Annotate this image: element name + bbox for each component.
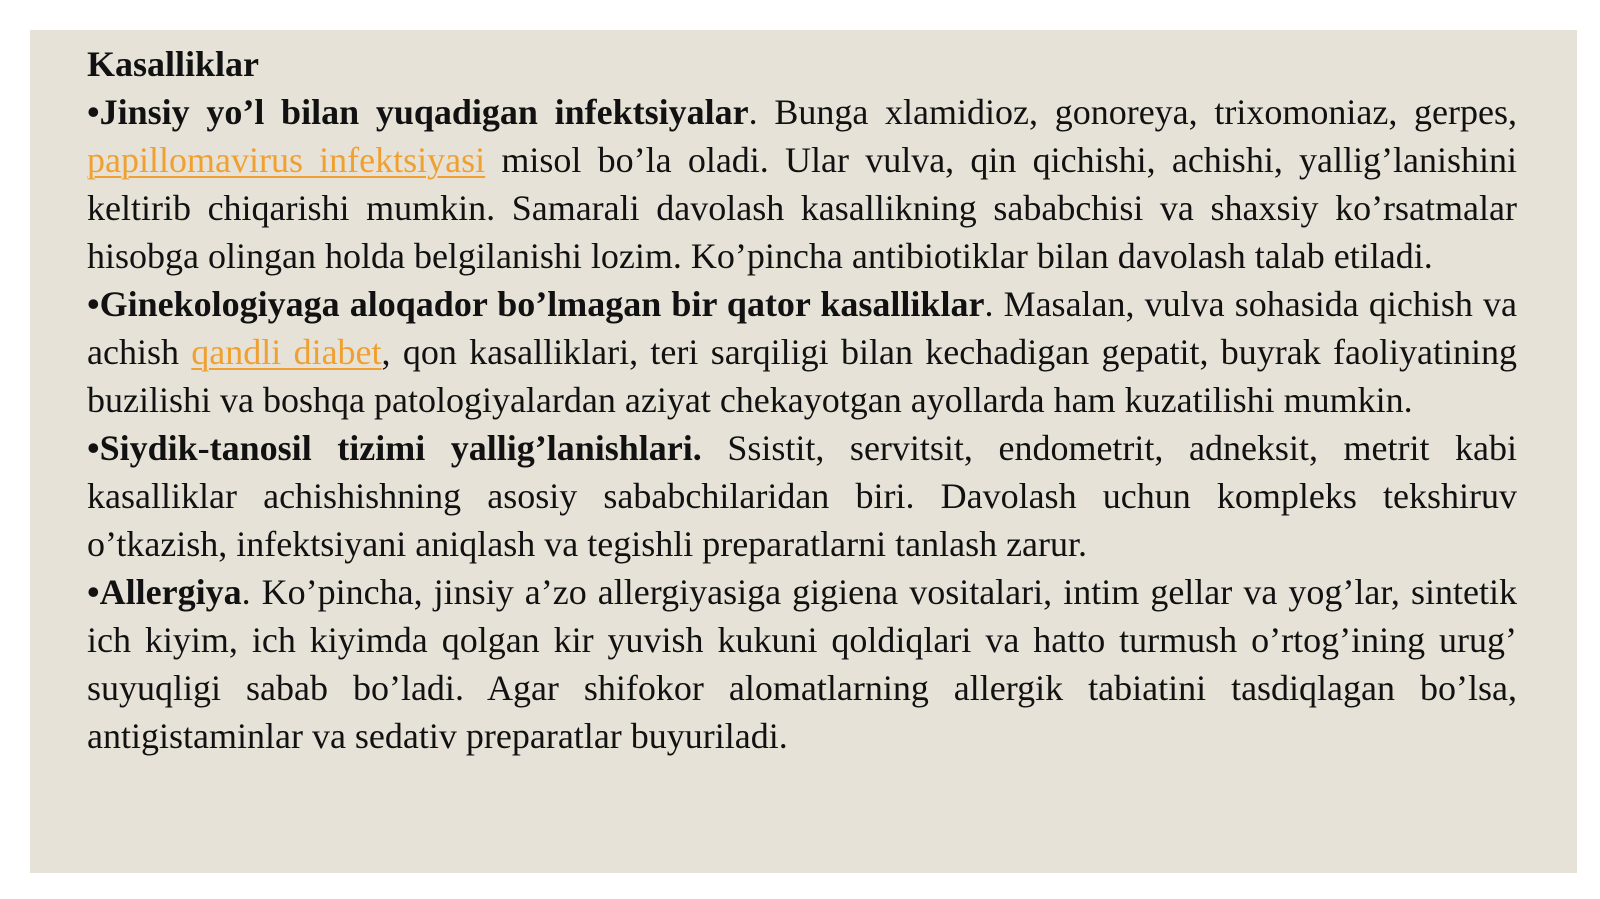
paragraph-bullet: •: [87, 284, 100, 324]
paragraph-urogenital: [87, 424, 1517, 568]
paragraph-bullet: •: [87, 428, 100, 468]
paragraph-text: , qon kasalliklari, teri sarqiligi bilan kechadigan gepatit, buyrak faoliyatining buzilishi va boshqa patologiyalardan aziyat chekayotgan ayollarda ham kuzatilishi mumkin.: [87, 332, 1518, 420]
papillomavirus-link[interactable]: papillomavirus infektsiyasi: [87, 140, 486, 180]
diabetes-link[interactable]: qandli diabet: [191, 332, 382, 372]
paragraph-text: . Bunga xlamidioz, gonoreya, trixomoniaz, gerpes,: [748, 92, 1518, 132]
slide-heading: Kasalliklar: [87, 44, 260, 84]
paragraph-bullet: •: [87, 92, 100, 132]
paragraph-title: Allergiya: [99, 572, 242, 612]
paragraph-non-gynecological: [87, 280, 1517, 424]
paragraph-title: Siydik-tanosil tizimi yallig’lanishlari.: [99, 428, 702, 468]
slide-content: [87, 40, 1517, 760]
paragraph-title: Ginekologiyaga aloqador bo’lmagan bir qator kasalliklar: [99, 284, 985, 324]
paragraph-sti: [87, 88, 1517, 280]
paragraph-text: . Masalan, vulva sohasida qichish va achish: [87, 284, 1517, 372]
paragraph-text: . Ko’pincha, jinsiy a’zo allergiyasiga gigiena vositalari, intim gellar va yog’lar, sintetik ich kiyim, ich kiyimda qolgan kir yuvish kukuni qoldiqlari va hatto turmush o’rtog’ining urug’ suyuqligi sabab bo’ladi. Agar shifokor alomatlarning allergik tabiatini tasdiqlagan bo’lsa, antigistaminlar va sedativ preparatlar buyuriladi.: [87, 572, 1517, 756]
paragraph-text: misol bo’la oladi. Ular vulva, qin qichishi, achishi, yallig’lanishini keltirib chiqarishi mumkin. Samarali davolash kasallikning sababchisi va shaxsiy ko’rsatmalar hisobga olingan holda belgilanishi lozim. Ko’pincha antibiotiklar bilan davolash talab etiladi.: [87, 140, 1518, 276]
paragraph-bullet: •: [87, 572, 100, 612]
paragraph-allergy: [87, 568, 1517, 760]
paragraph-title: Jinsiy yo’l bilan yuqadigan infektsiyalar: [99, 92, 749, 132]
slide: [30, 30, 1577, 873]
paragraph-text: Ssistit, servitsit, endometrit, adneksit, metrit kabi kasalliklar achishishning asosiy sababchilaridan biri. Davolash uchun kompleks tekshiruv o’tkazish, infektsiyani aniqlash va tegishli preparatlarni tanlash zarur.: [87, 428, 1517, 564]
